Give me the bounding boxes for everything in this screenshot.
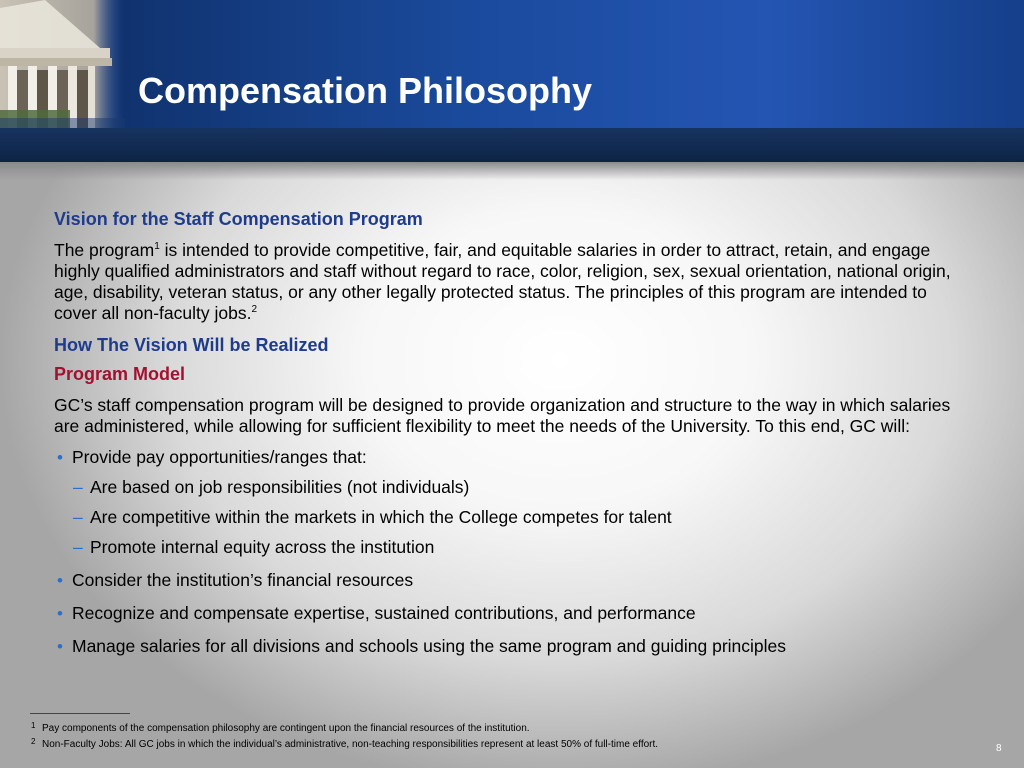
footnote-text: Non-Faculty Jobs: All GC jobs in which the individual’s administrative, non-teaching responsibilities represent at least 50% of full-time effort.	[42, 739, 659, 750]
footnote-text: Pay components of the compensation philosophy are contingent upon the financial resources of the institution.	[42, 723, 530, 734]
header-shadow	[0, 162, 1024, 180]
building-photo-icon	[0, 0, 125, 128]
bullet-text: Recognize and compensate expertise, sustained contributions, and performance	[72, 603, 696, 623]
sub-bullet-item	[54, 477, 954, 498]
slide-title: Compensation Philosophy	[138, 70, 593, 111]
header-bar	[0, 128, 1024, 162]
bullet-item	[54, 603, 954, 624]
bullet-dot-icon: •	[57, 571, 63, 590]
footnote-ref-1: 1	[154, 241, 160, 252]
bullet-text: Manage salaries for all divisions and schools using the same program and guiding principles	[72, 636, 787, 656]
footnote-divider	[30, 713, 130, 714]
vision-heading: Vision for the Staff Compensation Program	[54, 209, 423, 229]
bullet-item	[54, 570, 954, 591]
program-model-paragraph: GC’s staff compensation program will be designed to provide organization and structure to the way in which salaries are administered, while allowing for sufficient flexibility to meet the needs of the University. To this end, GC will:	[54, 395, 951, 436]
sub-bullet-text: Are competitive within the markets in which the College competes for talent	[90, 507, 672, 527]
page-number: 8	[996, 743, 1002, 754]
bullet-dot-icon: •	[57, 604, 63, 623]
dash-icon: –	[73, 507, 83, 527]
bullet-item	[54, 447, 954, 468]
bullet-text: Provide pay opportunities/ranges that:	[72, 447, 367, 467]
footnote-number: 1	[31, 721, 36, 730]
vision-paragraph	[54, 240, 954, 324]
footnote-ref-2: 2	[251, 304, 258, 315]
dash-icon: –	[73, 477, 83, 497]
program-model-heading: Program Model	[54, 364, 186, 384]
sub-bullet-item	[54, 507, 954, 528]
footnote	[31, 737, 658, 750]
bullet-dot-icon: •	[57, 637, 63, 656]
sub-bullet-text: Promote internal equity across the institution	[90, 537, 435, 557]
slide-content	[54, 208, 954, 657]
sub-bullet-text: Are based on job responsibilities (not individuals)	[90, 477, 470, 497]
bullet-text: Consider the institution’s financial resources	[72, 570, 414, 590]
bullet-item	[54, 636, 954, 657]
sub-bullet-item	[54, 537, 954, 558]
footnote-number: 2	[31, 737, 36, 746]
realized-heading: How The Vision Will be Realized	[54, 335, 329, 355]
bullet-dot-icon: •	[57, 448, 63, 467]
vision-text-start: The program	[54, 240, 155, 260]
footnote	[31, 721, 530, 734]
vision-text-body: is intended to provide competitive, fair, and equitable salaries in order to attract, retain, and engage highly qualified administrators and staff without regard to race, color, religion, sex, sexual orientation, national origin, age, disability, veteran status, or any other legally protected status. The principles of this program are intended to cover all non-faculty jobs.	[54, 240, 951, 323]
dash-icon: –	[73, 537, 83, 557]
